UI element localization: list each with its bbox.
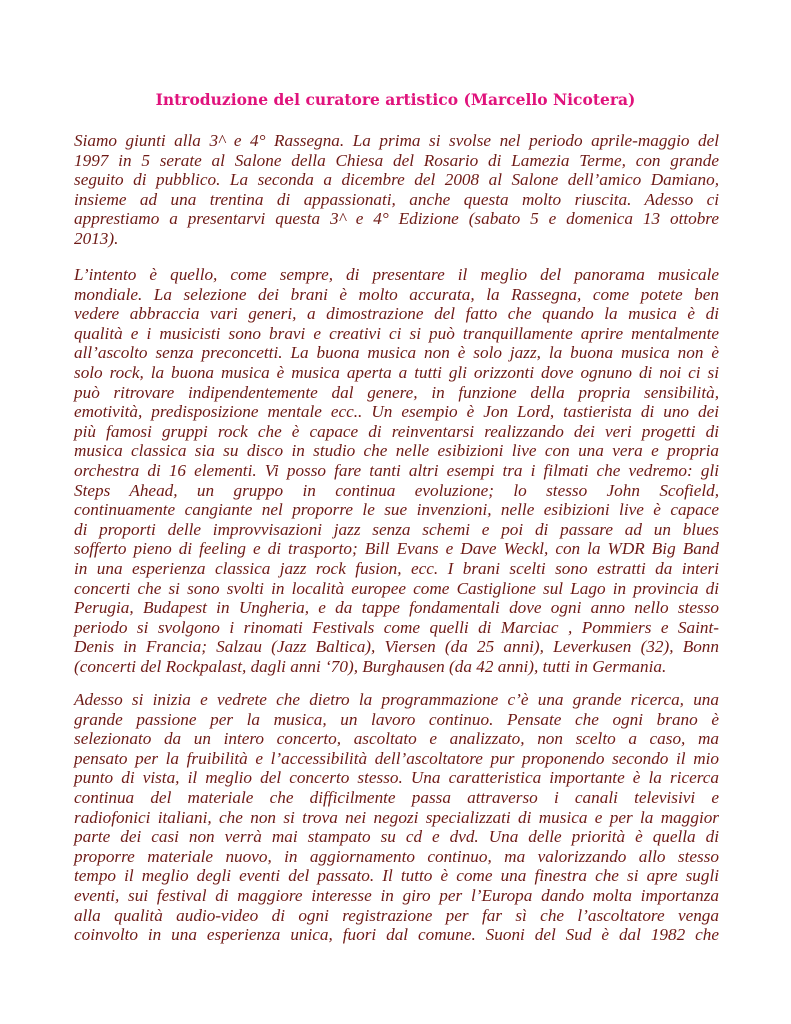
text-line: concerti che si sono svolti in località europee come Castiglione sul Lago in provincia di xyxy=(74,578,719,598)
text-line: all’ascolto senza preconcetti. La buona musica non è solo jazz, la buona musica non è xyxy=(74,343,719,363)
text-line: musica classica sia su disco in studio che nelle esibizioni live con una vera e propria xyxy=(74,441,719,461)
text-line: Denis in Francia; Salzau (Jazz Baltica), Viersen (da 25 anni), Leverkusen (32), Bonn xyxy=(74,637,719,657)
text-line: (concerti del Rockpalast, dagli anni ‘70), Burghausen (da 42 anni), tutti in Germania. xyxy=(74,656,667,676)
document-title: Introduzione del curatore artistico (Marcello Nicotera) xyxy=(155,90,636,109)
text-line: sofferto pieno di feeling e di trasporto; Bill Evans e Dave Weckl, con la WDR Big Band xyxy=(74,539,719,559)
text-line: 2013). xyxy=(74,228,119,248)
text-line: più famosi gruppi rock che è capace di reinventarsi realizzando dei veri progetti di xyxy=(74,421,719,441)
text-line: mondiale. La selezione dei brani è molto accurata, la Rassegna, come potete ben xyxy=(74,284,719,304)
text-line: di proporti delle improvvisazioni jazz senza schemi e poi di passare ad un blues xyxy=(74,519,719,539)
text-line: coinvolto in una esperienza unica, fuori dal comune. Suoni del Sud è dal 1982 che xyxy=(74,925,719,945)
text-line: solo rock, la buona musica è musica aperta a tutti gli orizzonti dove ognuno di noi ci si xyxy=(74,362,719,382)
text-line: può ritrovare indipendentemente dal genere, in funzione della propria sensibilità, xyxy=(74,382,719,402)
text-line: 1997 in 5 serate al Salone della Chiesa del Rosario di Lamezia Terme, con grande xyxy=(74,150,719,170)
text-line: qualità e i musicisti sono bravi e creativi ci si può tranquillamente aprire mentalmente xyxy=(74,323,719,343)
text-line: Perugia, Budapest in Ungheria, e da tappe fondamentali dove ogni anno nello stesso xyxy=(74,598,719,618)
text-line: continua del materiale che difficilmente passa attraverso i canali televisivi e xyxy=(74,787,719,807)
text-line: Adesso si inizia e vedrete che dietro la programmazione c’è una grande ricerca, una xyxy=(74,690,719,709)
text-line: L’intento è quello, come sempre, di presentare il meglio del panorama musicale xyxy=(74,265,719,284)
text-line: Steps Ahead, un gruppo in continua evoluzione; lo stesso John Scofield, xyxy=(74,480,719,500)
text-line: in una esperienza classica jazz rock fusion, ecc. I brani scelti sono estratti da interi xyxy=(74,558,719,578)
text-line: selezionato da un intero concerto, ascoltato e analizzato, non scelto a caso, ma xyxy=(74,729,719,749)
text-line: vedere abbraccia vari generi, a dimostrazione del fatto che quando la musica è di xyxy=(74,304,719,324)
paragraph-adesso xyxy=(74,690,719,945)
text-line: orchestra di 16 elementi. Vi posso fare tanti altri esempi tra i filmati che vedremo: gli xyxy=(74,460,719,480)
text-line: continuamente cangiante nel proporre le sue invenzioni, nelle esibizioni live è capace xyxy=(74,500,719,520)
text-line: tempo il meglio degli eventi del passato. Il tutto è come una finestra che si apre sugli xyxy=(74,866,719,886)
text-line: radiofonici italiani, che non si trova nei negozi specializzati di musica e per la maggior xyxy=(74,807,719,827)
text-line: apprestiamo a presentarvi questa 3^ e 4° Edizione (sabato 5 e domenica 13 ottobre xyxy=(74,209,719,229)
text-line: alla qualità audio-video di ogni registrazione per far sì che l’ascoltatore venga xyxy=(74,905,719,925)
paragraph-intro xyxy=(74,131,719,249)
paragraph-intento xyxy=(74,265,719,676)
text-line: insieme ad una trentina di appassionati, anche questa molto riuscita. Adesso ci xyxy=(74,189,719,209)
text-line: seguito di pubblico. La seconda a dicembre del 2008 al Salone dell’amico Damiano, xyxy=(74,170,719,190)
text-line: parte dei casi non verrà mai stampato su cd e dvd. Una delle priorità è quella di xyxy=(74,827,719,847)
text-line: grande passione per la musica, un lavoro continuo. Pensate che ogni brano è xyxy=(74,709,719,729)
text-line: emotività, predisposizione mentale ecc.. Un esempio è Jon Lord, tastierista di uno dei xyxy=(74,402,719,422)
text-line: periodo si svolgono i rinomati Festivals come quelli di Marciac , Pommiers e Saint- xyxy=(74,617,719,637)
text-line: pensato per la fruibilità e l’accessibilità dell’ascoltatore pur proponendo secondo il mio xyxy=(74,748,719,768)
text-line: proporre materiale nuovo, in aggiornamento continuo, ma valorizzando allo stesso xyxy=(74,846,719,866)
text-line: eventi, sui festival di maggiore interesse in giro per l’Europa dando molta importanza xyxy=(74,885,719,905)
text-line: Siamo giunti alla 3^ e 4° Rassegna. La prima si svolse nel periodo aprile-maggio del xyxy=(74,131,719,150)
text-line: punto di vista, il meglio del concerto stesso. Una caratteristica importante è la ricerca xyxy=(74,768,719,788)
